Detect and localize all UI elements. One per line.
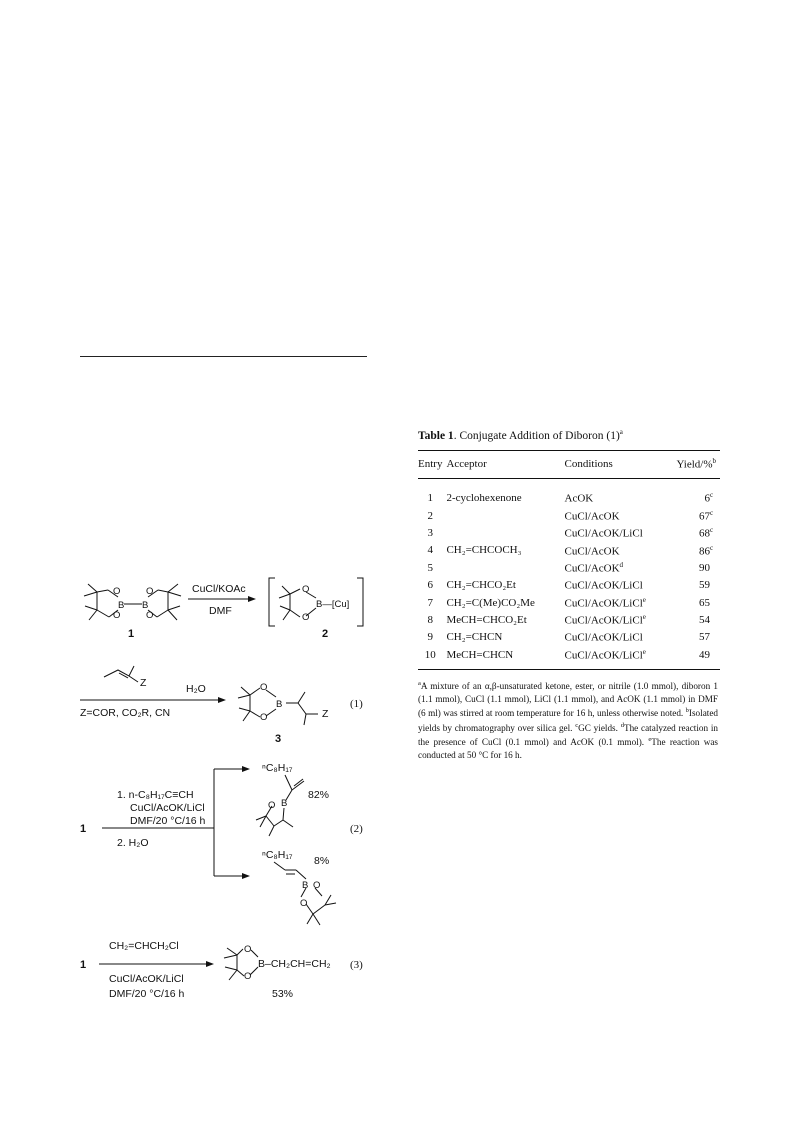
cell-acceptor (442, 507, 554, 524)
cell-conditions (555, 594, 677, 611)
equation-number-3: (3) (350, 959, 363, 971)
cell-conditions-text: CuCl/AcOK/LiCl (564, 649, 643, 662)
cell-acceptor: CH₂=C(Me)CO₂Me (446, 596, 535, 609)
cell-yield (676, 576, 720, 593)
table-row (418, 559, 720, 576)
table-row (418, 524, 720, 541)
vinylboronate-a-structure (256, 775, 304, 836)
table-body (418, 479, 720, 670)
eq3-reagent: CH₂=CHCH₂Cl (109, 940, 179, 952)
footnote-text: GC yields. (578, 722, 618, 733)
cell-yield-value: 68 (699, 527, 710, 540)
table-row (418, 611, 720, 628)
eq3-yield: 53% (272, 988, 294, 1000)
table-row (418, 576, 720, 593)
table-row (418, 629, 720, 646)
allylboronate-structure (224, 948, 258, 980)
footnote-mark: b (685, 707, 689, 715)
z-definition: Z=COR, CO₂R, CN (80, 707, 171, 719)
cell-conditions (555, 559, 677, 576)
atom-o: O (302, 612, 310, 623)
cell-yield-mark: c (710, 508, 714, 517)
compound-label-2: 2 (322, 628, 329, 640)
cell-yield (676, 542, 720, 559)
cell-yield-value: 67 (699, 510, 710, 523)
table-caption-mark: a (619, 428, 623, 436)
cell-entry: 10 (424, 648, 436, 661)
footnote-text: The catalyzed reaction in the presence of CuCl (0.1 mmol) and AcOK (0.1 mmol). (418, 722, 719, 748)
cell-yield (676, 646, 720, 670)
eq2-yield-b: 8% (314, 855, 330, 867)
cell-acceptor: CH₂=CHCO₂Et (446, 579, 516, 592)
atom-o: O (260, 682, 268, 693)
compound-label-1: 1 (80, 823, 87, 835)
substituent-z: Z (140, 677, 147, 689)
cell-entry: 9 (427, 631, 433, 644)
table-caption-text: . Conjugate Addition of Diboron (1) (453, 429, 620, 442)
cell-conditions-mark: e (642, 613, 646, 622)
atom-b: B (276, 699, 283, 710)
atom-b: B (302, 880, 309, 891)
atom-o: O (268, 800, 276, 811)
cell-conditions (555, 576, 677, 593)
cell-entry: 5 (427, 561, 433, 574)
cu-boryl-label: B—[Cu] (316, 599, 350, 610)
cell-conditions-text: CuCl/AcOK (564, 562, 620, 575)
cell-yield (676, 507, 720, 524)
eq2-product-a-substituent: ⁿC₈H₁₇ (262, 762, 293, 774)
atom-o: O (113, 586, 121, 597)
cell-conditions-text: AcOK (564, 493, 594, 505)
eq2-yield-a: 82% (308, 789, 330, 801)
footnote-text: A mixture of an α,β-unsaturated ketone, ester, or nitrile (1.0 mmol), diboron 1 (1.1 mmol), CuCl (1.1 mmol), LiCl (1.1 mmol), and AcOK (1.1 mmol) in DMF (6 ml) was stirred at room temperature for 16 h, unless otherwise noted. (418, 681, 718, 719)
reagent-1-bottom: DMF (209, 605, 232, 617)
cell-conditions (555, 524, 677, 541)
cell-conditions (555, 629, 677, 646)
cell-acceptor (442, 559, 554, 576)
atom-o: O (313, 880, 321, 891)
cell-yield (676, 524, 720, 541)
reagent-water: H₂O (186, 683, 206, 695)
cell-conditions-text: CuCl/AcOK/LiCl (564, 614, 643, 627)
cell-yield (676, 629, 720, 646)
cell-yield-value: 54 (699, 613, 710, 626)
reagent-1-top: CuCl/KOAc (192, 583, 246, 595)
cell-conditions (555, 611, 677, 628)
atom-o: O (113, 610, 121, 621)
cell-yield-value: 59 (699, 579, 710, 592)
cell-conditions-mark: e (642, 647, 646, 656)
cell-entry: 8 (427, 613, 433, 626)
cell-conditions-text: CuCl/AcOK/LiCl (564, 632, 643, 645)
cell-conditions-mark: e (642, 595, 646, 604)
cell-acceptor (442, 524, 554, 541)
cell-yield (676, 611, 720, 628)
footnote-mark: e (648, 736, 652, 744)
eq3-conditions-1: CuCl/AcOK/LiCl (109, 973, 184, 985)
atom-o: O (146, 610, 154, 621)
eq2-product-b-substituent: ⁿC₈H₁₇ (262, 849, 293, 861)
cell-yield-value: 6 (704, 493, 710, 505)
cell-entry: 4 (427, 544, 433, 557)
vinylboronate-b-structure (274, 862, 336, 925)
cell-yield-mark: c (710, 491, 714, 500)
table-row (418, 542, 720, 559)
substituent-z: Z (322, 708, 329, 720)
compound-label-1: 1 (128, 628, 135, 640)
cell-yield-value: 49 (699, 648, 710, 661)
cell-conditions-text: CuCl/AcOK/LiCl (564, 527, 643, 540)
copper-boryl-structure (279, 586, 316, 620)
cell-yield (676, 594, 720, 611)
eq2-reagent: 1. n-C₈H₁₇C≡CH (117, 789, 194, 801)
eq2-conditions-1: CuCl/AcOK/LiCl (130, 802, 205, 814)
eq2-conditions-2: DMF/20 °C/16 h (130, 815, 206, 827)
cell-yield-value: 90 (699, 561, 710, 574)
footnote-mark: a (418, 680, 421, 688)
header-yield-label: Yield/% (676, 458, 713, 471)
footnote-mark: c (575, 721, 579, 729)
atom-o: O (146, 586, 154, 597)
cell-conditions-text: CuCl/AcOK (564, 545, 620, 558)
table-block (418, 428, 720, 761)
compound-label-3: 3 (275, 733, 282, 745)
atom-o: O (302, 584, 310, 595)
table-row (418, 646, 720, 670)
cell-yield (676, 559, 720, 576)
footnote-text: The reaction was conducted at 50 °C for 16 h. (418, 737, 719, 760)
eq3-product: B–CH₂CH=CH₂ (258, 958, 331, 970)
table-caption (418, 428, 720, 442)
cell-acceptor: CH₂=CHCOCH₃ (446, 544, 522, 557)
atom-o: O (260, 712, 268, 723)
atom-o: O (244, 971, 252, 982)
cell-conditions (555, 542, 677, 559)
header-yield (676, 450, 720, 479)
atom-b: B (142, 600, 149, 611)
cell-acceptor: CH₂=CHCN (446, 631, 503, 644)
table-caption-label: Table 1 (418, 429, 454, 442)
cell-conditions-text: CuCl/AcOK (564, 510, 620, 523)
cell-entry: 3 (427, 526, 433, 539)
atom-o: O (244, 944, 252, 955)
header-yield-mark: b (712, 456, 716, 465)
cell-yield (676, 479, 720, 507)
header-entry: Entry (418, 450, 442, 479)
atom-b: B (118, 600, 125, 611)
cell-conditions-text: CuCl/AcOK/LiCl (564, 579, 643, 592)
header-acceptor: Acceptor (442, 450, 554, 479)
cell-conditions (555, 479, 677, 507)
cell-entry: 2 (427, 509, 433, 522)
equation-number-1: (1) (350, 698, 363, 710)
eq2-workup: 2. H₂O (117, 837, 149, 849)
compound-label-1: 1 (80, 959, 87, 971)
cell-conditions-text: CuCl/AcOK/LiCl (564, 597, 643, 610)
diboron-structure (84, 584, 181, 620)
cell-yield-value: 86 (699, 545, 710, 558)
table-footnotes (418, 678, 718, 761)
cell-conditions (555, 646, 677, 670)
table-row (418, 594, 720, 611)
cell-entry: 6 (427, 579, 433, 592)
cell-yield-value: 57 (699, 631, 710, 644)
equation-number-2: (2) (350, 823, 363, 835)
cell-conditions-mark: d (619, 560, 624, 569)
cell-conditions (555, 507, 677, 524)
atom-o: O (300, 898, 308, 909)
cell-yield-mark: c (710, 543, 714, 552)
table-header-row (418, 450, 720, 479)
cell-yield-value: 65 (699, 596, 710, 609)
cell-acceptor: MeCH=CHCN (446, 648, 514, 661)
table-row (418, 479, 720, 507)
cell-entry: 1 (427, 492, 433, 505)
cell-acceptor: MeCH=CHCO₂Et (446, 613, 527, 626)
table-row (418, 507, 720, 524)
footnote-text: Isolated yields by chromatography over silica gel. (418, 708, 718, 733)
footnote-mark: d (620, 721, 624, 729)
eq3-conditions-2: DMF/20 °C/16 h (109, 988, 185, 1000)
cell-yield-mark: c (710, 526, 714, 535)
atom-b: B (281, 798, 288, 809)
cell-entry: 7 (427, 596, 433, 609)
header-conditions: Conditions (555, 450, 677, 479)
cell-acceptor: 2-cyclohexenone (446, 492, 522, 505)
data-table (418, 450, 720, 671)
